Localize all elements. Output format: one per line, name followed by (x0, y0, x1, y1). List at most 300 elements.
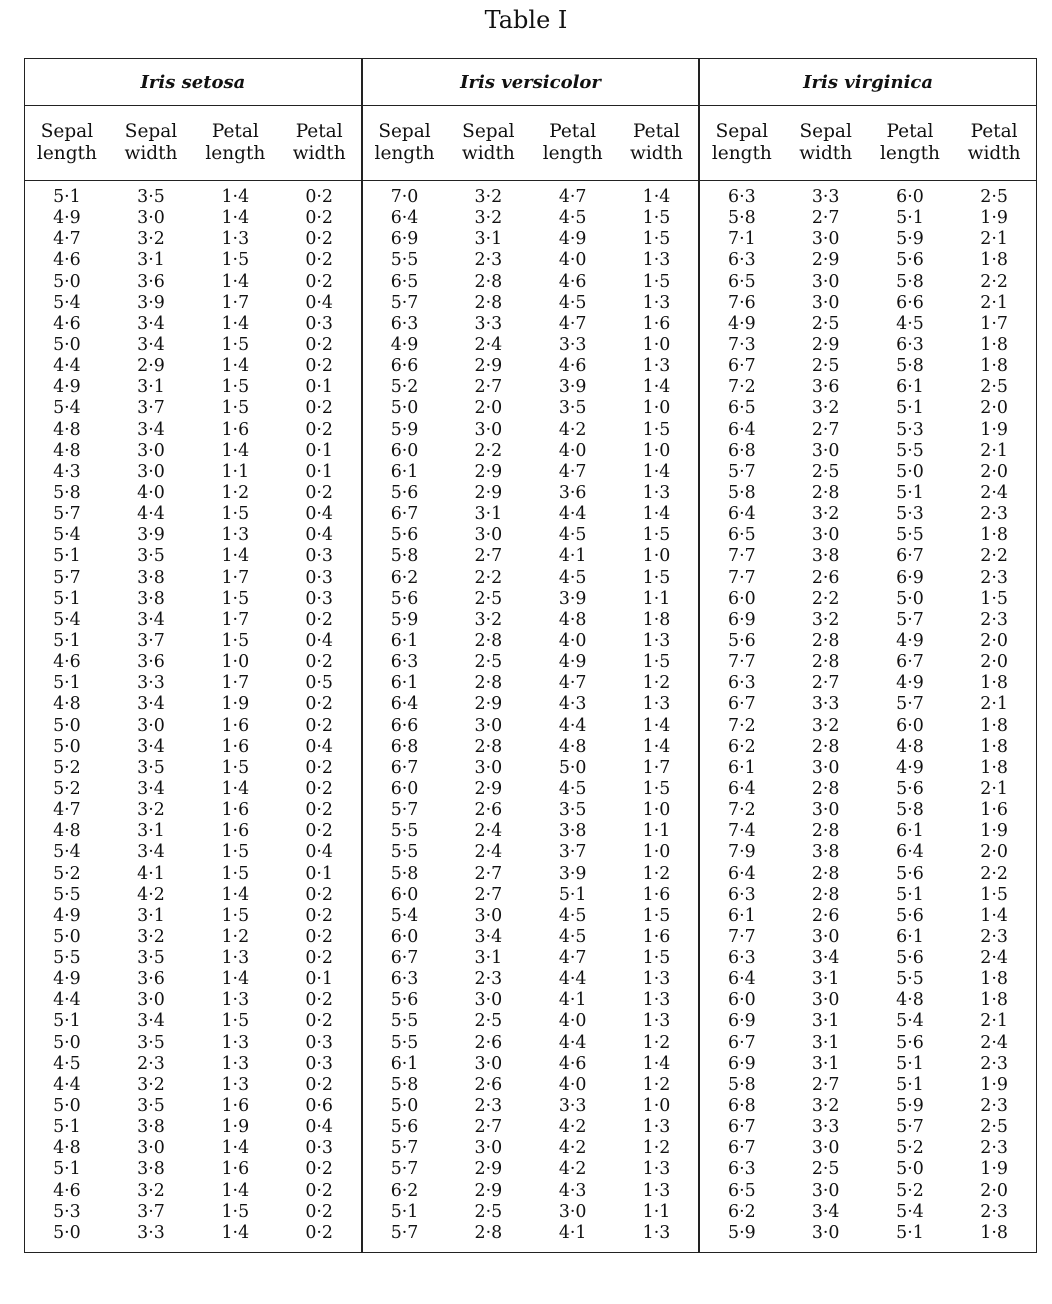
table-cell: 3·2 (474, 208, 503, 229)
table-cell: 7·6 (699, 293, 783, 314)
table-cell: 1·3 (221, 229, 250, 250)
table-cell: 1·4 (642, 736, 671, 757)
table-cell: 6·8 (362, 737, 446, 758)
table-cell: 3·7 (137, 398, 165, 419)
table-cell: 1·5 (221, 504, 250, 525)
table-cell: 5·8 (699, 1075, 783, 1096)
table-cell: 4·8 (25, 821, 109, 842)
table-cell: 3·2 (137, 1180, 165, 1201)
table-cell: 1·8 (952, 1223, 1036, 1253)
table-cell: 2·3 (952, 504, 1036, 525)
table-cell: 4·2 (558, 1159, 587, 1180)
table-cell: 0·3 (305, 1032, 333, 1053)
column-header-line: width (292, 143, 346, 164)
table-cell: 6·2 (699, 737, 783, 758)
table-row (25, 181, 1037, 209)
table-cell: 6·6 (362, 356, 446, 377)
table-cell: 1·2 (642, 1074, 671, 1095)
table-cell: 5·5 (362, 250, 446, 271)
table-cell: 1·3 (642, 969, 671, 990)
column-header-row (25, 106, 1037, 181)
table-cell: 1·8 (952, 990, 1036, 1011)
table-cell: 5·1 (25, 673, 109, 694)
table-cell: 4·8 (25, 441, 109, 462)
table-cell: 3·0 (811, 525, 840, 546)
table-cell: 3·0 (137, 715, 165, 736)
table-cell: 1·8 (952, 356, 1036, 377)
table-cell: 2·3 (952, 568, 1036, 589)
table-cell: 3·8 (811, 842, 840, 863)
table-cell: 1·6 (642, 926, 671, 947)
table-cell: 1·4 (221, 884, 250, 905)
table-row (25, 737, 1037, 758)
table-cell: 7·4 (699, 821, 783, 842)
table-cell: 3·0 (811, 229, 840, 250)
table-cell: 4·4 (558, 1032, 587, 1053)
table-cell: 5·5 (896, 440, 924, 461)
table-cell: 0·3 (305, 1138, 333, 1159)
table-cell: 0·2 (305, 334, 333, 355)
table-cell: 7·7 (699, 546, 783, 567)
table-cell: 0·3 (305, 1053, 333, 1074)
table-cell: 5·0 (896, 1159, 924, 1180)
table-cell: 5·9 (362, 420, 446, 441)
table-cell: 1·6 (221, 419, 250, 440)
table-cell: 2·8 (474, 630, 503, 651)
table-cell: 5·5 (25, 948, 109, 969)
column-header-line: Sepal (124, 121, 178, 142)
table-cell: 5·7 (362, 800, 446, 821)
table-cell: 3·1 (811, 1053, 840, 1074)
table-cell: 1·4 (221, 1180, 250, 1201)
column-header-setosa-0 (25, 106, 109, 181)
table-cell: 1·4 (221, 271, 250, 292)
table-cell: 1·2 (221, 482, 250, 503)
column-header-versicolor-3 (615, 106, 699, 181)
table-cell: 6·3 (362, 969, 446, 990)
table-cell: 3·3 (811, 187, 840, 207)
table-cell: 1·8 (952, 737, 1036, 758)
table-row (25, 272, 1037, 293)
table-cell: 1·1 (642, 588, 671, 609)
table-cell: 1·3 (221, 525, 250, 546)
table-cell: 4·8 (25, 694, 109, 715)
table-row (25, 800, 1037, 821)
table-cell: 6·4 (699, 969, 783, 990)
table-cell: 4·8 (558, 736, 587, 757)
table-cell: 2·5 (474, 1011, 503, 1032)
table-cell: 2·5 (474, 588, 503, 609)
table-cell: 2·7 (811, 419, 840, 440)
table-cell: 2·1 (952, 229, 1036, 250)
table-cell: 5·1 (25, 1117, 109, 1138)
table-cell: 2·4 (474, 842, 503, 863)
table-cell: 1·6 (221, 736, 250, 757)
table-cell: 2·5 (811, 461, 840, 482)
table-cell: 6·8 (699, 1096, 783, 1117)
table-cell: 1·5 (642, 419, 671, 440)
table-cell: 4·6 (25, 652, 109, 673)
table-cell: 2·5 (811, 313, 840, 334)
table-cell: 2·8 (811, 630, 840, 651)
table-cell: 3·9 (558, 863, 587, 884)
table-cell: 6·7 (896, 546, 924, 567)
table-cell: 6·4 (362, 208, 446, 229)
table-cell: 1·5 (642, 271, 671, 292)
table-cell: 0·4 (305, 1117, 333, 1138)
table-cell: 0·1 (305, 863, 333, 884)
table-cell: 5·3 (896, 504, 924, 525)
table-cell: 2·7 (474, 884, 503, 905)
table-cell: 5·1 (25, 631, 109, 652)
table-cell: 1·4 (221, 969, 250, 990)
table-row (25, 568, 1037, 589)
table-cell: 3·0 (474, 990, 503, 1011)
table-cell: 5·0 (25, 335, 109, 356)
table-cell: 3·1 (137, 821, 165, 842)
table-cell: 2·6 (474, 1032, 503, 1053)
table-cell: 5·1 (896, 884, 924, 905)
table-row (25, 250, 1037, 271)
table-cell: 0·1 (305, 377, 333, 398)
table-cell: 4·4 (137, 504, 165, 525)
table-cell: 0·5 (305, 673, 333, 694)
table-cell: 2·9 (474, 356, 503, 377)
column-header-line: length (711, 143, 772, 164)
table-cell: 3·1 (811, 1032, 840, 1053)
table-cell: 3·0 (811, 757, 840, 778)
table-cell: 1·0 (642, 334, 671, 355)
table-cell: 3·9 (137, 525, 165, 546)
table-cell: 3·9 (558, 377, 587, 398)
column-header-line: Sepal (378, 121, 431, 142)
column-header-line: Sepal (40, 121, 94, 142)
table-cell: 1·6 (642, 884, 671, 905)
table-cell: 2·3 (474, 250, 503, 271)
table-cell: 1·8 (642, 609, 671, 630)
table-cell: 1·5 (221, 377, 250, 398)
table-cell: 3·4 (137, 778, 165, 799)
table-row (25, 377, 1037, 398)
table-cell: 3·4 (137, 334, 165, 355)
table-cell: 3·0 (811, 292, 840, 313)
table-cell: 4·9 (25, 969, 109, 990)
table-cell: 3·9 (137, 292, 165, 313)
table-cell: 3·1 (474, 948, 503, 969)
table-cell: 2·7 (474, 546, 503, 567)
table-cell: 6·6 (896, 292, 924, 313)
table-cell: 6·0 (362, 441, 446, 462)
table-row (25, 1202, 1037, 1223)
table-cell: 1·3 (221, 990, 250, 1011)
table-cell: 3·5 (137, 187, 165, 207)
table-cell: 5·5 (25, 885, 109, 906)
table-cell: 1·5 (221, 630, 250, 651)
table-cell: 5·8 (699, 208, 783, 229)
table-cell: 5·1 (868, 1223, 952, 1253)
table-cell: 1·5 (642, 229, 671, 250)
table-cell: 0·3 (305, 588, 333, 609)
table-cell: 5·1 (25, 546, 109, 567)
table-row (25, 864, 1037, 885)
table-cell: 3·6 (137, 652, 165, 673)
table-cell: 6·2 (362, 1181, 446, 1202)
table-row (25, 1033, 1037, 1054)
table-cell: 4·0 (137, 482, 165, 503)
table-cell: 1·4 (221, 313, 250, 334)
table-cell: 1·6 (221, 1096, 250, 1117)
table-cell: 2·9 (811, 250, 840, 271)
table-cell: 5·9 (362, 610, 446, 631)
table-cell: 6·1 (896, 821, 924, 842)
table-cell: 1·3 (642, 1011, 671, 1032)
table-cell: 6·1 (362, 673, 446, 694)
table-cell: 5·4 (896, 1011, 924, 1032)
table-cell: 5·8 (896, 800, 924, 821)
table-cell: 5·1 (896, 482, 924, 503)
table-cell: 3·4 (137, 842, 165, 863)
table-cell: 2·8 (474, 673, 503, 694)
table-cell: 1·3 (642, 356, 671, 377)
table-cell: 0·2 (305, 250, 333, 271)
table-cell: 1·4 (221, 546, 250, 567)
table-cell: 3·8 (137, 1159, 165, 1180)
column-header-line: width (967, 143, 1021, 164)
table-cell: 4·7 (25, 800, 109, 821)
table-cell: 1·8 (952, 525, 1036, 546)
table-cell: 0·2 (305, 1011, 333, 1032)
table-cell: 6·9 (699, 610, 783, 631)
table-cell: 2·1 (952, 293, 1036, 314)
table-row (25, 314, 1037, 335)
table-cell: 1·3 (221, 1074, 250, 1095)
table-cell: 1·3 (221, 948, 250, 969)
column-header-line: length (374, 143, 435, 164)
table-cell: 1·3 (642, 292, 671, 313)
table-cell: 3·2 (811, 715, 840, 736)
table-cell: 5·8 (896, 271, 924, 292)
table-cell: 2·2 (952, 546, 1036, 567)
table-cell: 5·1 (896, 1074, 924, 1095)
table-cell: 6·5 (699, 398, 783, 419)
table-cell: 3·4 (137, 313, 165, 334)
table-cell: 2·4 (952, 1033, 1036, 1054)
table-cell: 3·0 (137, 990, 165, 1011)
table-cell: 3·8 (137, 588, 165, 609)
table-cell: 6·7 (362, 758, 446, 779)
table-cell: 0·3 (305, 546, 333, 567)
table-cell: 2·7 (474, 1117, 503, 1138)
table-cell: 5·4 (25, 293, 109, 314)
table-cell: 1·0 (642, 440, 671, 461)
table-cell: 5·4 (25, 398, 109, 419)
table-cell: 3·2 (811, 609, 840, 630)
table-cell: 0·1 (305, 969, 333, 990)
table-cell: 1·6 (221, 1159, 250, 1180)
table-cell: 3·4 (811, 1201, 840, 1222)
table-cell: 4·8 (25, 420, 109, 441)
table-cell: 5·7 (362, 293, 446, 314)
table-cell: 1·4 (193, 1223, 277, 1253)
table-cell: 5·2 (896, 1138, 924, 1159)
table-cell: 3·3 (558, 1096, 587, 1117)
table-cell: 5·7 (362, 1223, 446, 1253)
column-header-virginica-1 (784, 106, 868, 181)
table-cell: 2·4 (952, 483, 1036, 504)
table-cell: 1·0 (642, 800, 671, 821)
table-cell: 1·4 (642, 461, 671, 482)
table-cell: 6·3 (699, 948, 783, 969)
column-header-line: Sepal (715, 121, 769, 142)
table-cell: 6·3 (699, 673, 783, 694)
column-header-line: width (799, 143, 853, 164)
table-cell: 4·9 (896, 757, 924, 778)
table-cell: 2·8 (446, 1223, 530, 1253)
iris-table-frame (24, 58, 1036, 1264)
table-cell: 4·3 (558, 1180, 587, 1201)
column-header-line: Petal (295, 121, 343, 142)
table-cell: 4·5 (896, 313, 924, 334)
table-cell: 7·7 (699, 927, 783, 948)
table-cell: 3·5 (137, 757, 165, 778)
table-cell: 3·2 (137, 229, 165, 250)
column-header-line: Petal (549, 121, 597, 142)
table-cell: 2·2 (474, 440, 503, 461)
table-cell: 2·0 (952, 652, 1036, 673)
table-cell: 5·2 (25, 758, 109, 779)
table-cell: 1·4 (221, 187, 250, 207)
table-cell: 5·1 (896, 398, 924, 419)
column-header-line: length (880, 143, 940, 164)
table-cell: 0·2 (305, 271, 333, 292)
table-cell: 1·0 (642, 842, 671, 863)
table-cell: 2·8 (474, 292, 503, 313)
table-cell: 4·6 (558, 271, 587, 292)
table-cell: 4·9 (25, 377, 109, 398)
table-cell: 6·4 (362, 694, 446, 715)
table-cell: 4·2 (558, 1117, 587, 1138)
table-cell: 5·4 (896, 1201, 924, 1222)
table-cell: 4·0 (558, 630, 587, 651)
table-cell: 7·2 (699, 716, 783, 737)
column-header-line: width (124, 143, 178, 164)
table-cell: 2·3 (952, 1054, 1036, 1075)
table-cell: 0·2 (305, 1159, 333, 1180)
table-cell: 1·2 (642, 863, 671, 884)
table-cell: 5·8 (362, 1075, 446, 1096)
table-cell: 0·1 (305, 461, 333, 482)
table-cell: 1·0 (642, 546, 671, 567)
table-cell: 3·6 (558, 482, 587, 503)
table-cell: 1·8 (952, 335, 1036, 356)
table-cell: 5·8 (362, 546, 446, 567)
table-cell: 5·6 (896, 778, 924, 799)
table-cell: 1·5 (221, 1011, 250, 1032)
table-row (25, 758, 1037, 779)
table-cell: 3·2 (137, 800, 165, 821)
table-cell: 4·5 (558, 926, 587, 947)
species-header-setosa: Iris setosa (25, 59, 362, 106)
table-cell: 3·4 (811, 948, 840, 969)
table-cell: 1·4 (642, 377, 671, 398)
table-cell: 4·7 (558, 187, 587, 207)
table-row (25, 821, 1037, 842)
column-header-versicolor-1 (446, 106, 530, 181)
table-cell: 1·0 (642, 398, 671, 419)
table-cell: 6·9 (362, 229, 446, 250)
table-cell: 0·2 (305, 948, 333, 969)
table-cell: 2·5 (952, 377, 1036, 398)
table-cell: 4·9 (558, 652, 587, 673)
table-cell: 4·5 (558, 778, 587, 799)
column-header-line: Petal (211, 121, 259, 142)
table-row (25, 1181, 1037, 1202)
table-cell: 1·6 (642, 313, 671, 334)
table-cell: 5·6 (896, 1032, 924, 1053)
table-cell: 4·4 (25, 990, 109, 1011)
table-cell: 5·4 (362, 906, 446, 927)
table-cell: 0·2 (305, 1201, 333, 1222)
table-cell: 1·5 (221, 588, 250, 609)
table-cell: 4·3 (558, 694, 587, 715)
table-cell: 0·2 (305, 905, 333, 926)
table-cell: 2·7 (474, 863, 503, 884)
table-cell: 1·2 (221, 926, 250, 947)
table-cell: 1·2 (642, 1138, 671, 1159)
table-cell: 1·3 (642, 694, 671, 715)
table-cell: 2·7 (811, 208, 840, 229)
table-body (25, 181, 1037, 1253)
table-cell: 3·0 (811, 990, 840, 1011)
table-cell: 1·5 (221, 250, 250, 271)
table-row (25, 990, 1037, 1011)
table-cell: 5·1 (896, 208, 924, 229)
column-header-setosa-2 (193, 106, 277, 181)
table-cell: 7·1 (699, 229, 783, 250)
table-cell: 2·8 (811, 863, 840, 884)
table-cell: 0·2 (305, 356, 333, 377)
table-cell: 6·0 (699, 589, 783, 610)
table-cell: 2·0 (952, 842, 1036, 863)
table-cell: 1·5 (221, 863, 250, 884)
table-cell: 1·5 (952, 589, 1036, 610)
table-cell: 1·2 (642, 673, 671, 694)
table-row (25, 441, 1037, 462)
table-cell: 0·2 (305, 715, 333, 736)
table-cell: 5·1 (558, 884, 587, 905)
table-cell: 6·9 (896, 567, 924, 588)
table-cell: 6·5 (699, 1181, 783, 1202)
table-row (25, 1075, 1037, 1096)
table-cell: 3·0 (784, 1223, 868, 1253)
table-cell: 5·8 (362, 864, 446, 885)
table-cell: 4·5 (558, 567, 587, 588)
table-cell: 3·0 (137, 440, 165, 461)
table-cell: 1·5 (952, 885, 1036, 906)
table-row (25, 885, 1037, 906)
table-cell: 0·2 (305, 482, 333, 503)
table-cell: 7·9 (699, 842, 783, 863)
table-cell: 3·6 (811, 377, 840, 398)
table-cell: 4·2 (137, 884, 165, 905)
table-cell: 2·1 (952, 1011, 1036, 1032)
table-cell: 4·3 (25, 462, 109, 483)
table-cell: 5·8 (25, 483, 109, 504)
table-cell: 5·6 (699, 631, 783, 652)
table-cell: 5·0 (25, 1223, 109, 1253)
table-cell: 1·7 (952, 314, 1036, 335)
table-cell: 3·2 (811, 398, 840, 419)
